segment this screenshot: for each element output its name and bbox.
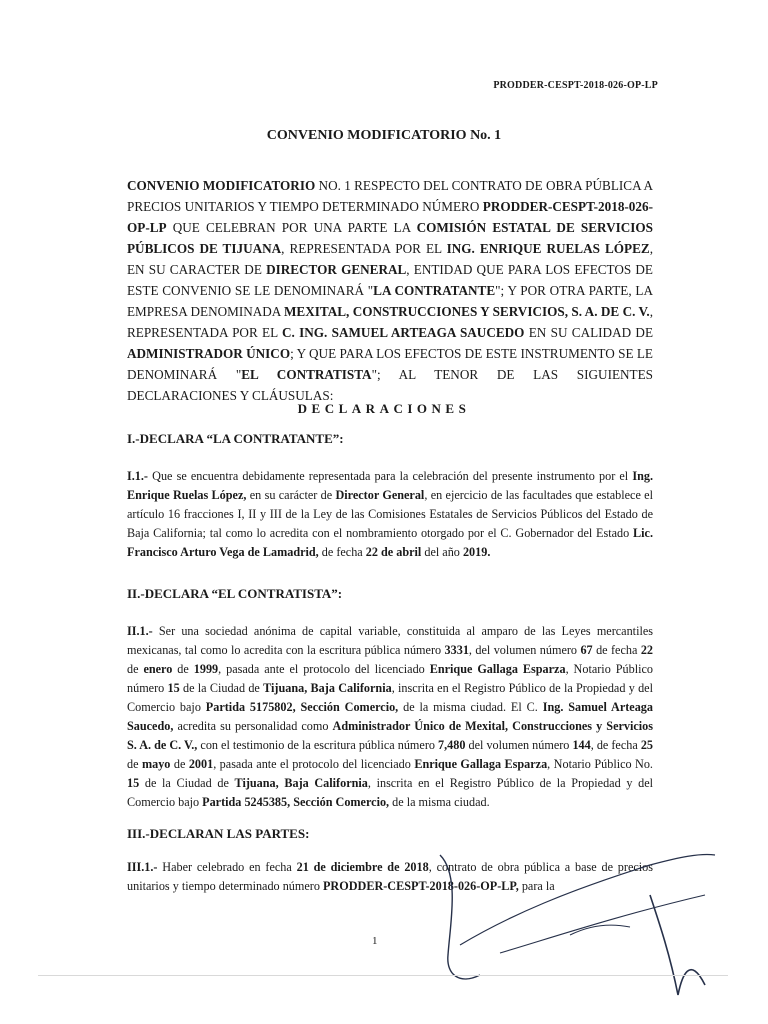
clause-bold: Enrique Gallaga Esparza [429, 662, 566, 676]
preamble-text: ; Y QUE PARA LOS EFECTOS DE ESTE INSTRUMENTO SE LE DENOMINARÁ " [127, 346, 653, 382]
clause-text: de [170, 757, 189, 771]
clause-text: de [127, 757, 142, 771]
handwritten-signature [420, 835, 720, 1005]
clause-text: con el testimonio de la escritura pública número [197, 738, 439, 752]
preamble-paragraph [127, 175, 653, 406]
signature-stroke [650, 895, 705, 995]
clause-text: , en ejercicio de las facultades que establece el artículo 16 fracciones I, II y III de la Ley de las Comisiones Estatales de Servicios Públicos del Estado de Baja California; tal como lo acredita con el nombramiento otorgado por el C. Gobernador del Estado [127, 488, 653, 540]
signature-stroke [460, 854, 715, 945]
clause-bold: 2001 [188, 757, 214, 771]
clause-text: de la Ciudad de [139, 776, 235, 790]
clause-text: , pasada ante el protocolo del licenciado [218, 662, 430, 676]
clause-bold: 22 de abril [365, 545, 422, 559]
preamble-text: "; Y POR OTRA PARTE, LA EMPRESA DENOMINADA [127, 283, 653, 319]
reference-code: PRODDER-CESPT-2018-026-OP-LP [493, 80, 658, 91]
clause-text: , contrato de obra pública a base de precios unitarios y tiempo determinado número [127, 860, 653, 893]
clause-text: en su carácter de [246, 488, 336, 502]
clause-bold: 21 de diciembre de 2018 [296, 860, 429, 874]
clause-text: de la Ciudad de [179, 681, 264, 695]
clause-bold: Tijuana, Baja California [234, 776, 368, 790]
clause-text: del volumen número [465, 738, 573, 752]
preamble-bold: LA CONTRATANTE [373, 283, 496, 298]
clause-text: de la misma ciudad. El C. [398, 700, 543, 714]
clause-text: , inscrita en el Registro Público de la Propiedad y del Comercio bajo [127, 681, 653, 714]
page-number: 1 [372, 935, 378, 947]
clause-text: Haber celebrado en fecha [157, 860, 297, 874]
preamble-text: , REPRESENTADA POR EL [127, 304, 653, 340]
declarations-heading: DECLARACIONES [297, 401, 471, 416]
clause-bold: Administrador Único de Mexital, Construcciones y Servicios S. A. de C. V., [127, 719, 653, 752]
clause-text: del año [421, 545, 463, 559]
preamble-bold: DIRECTOR GENERAL [266, 262, 407, 277]
clause-bold: mayo [141, 757, 171, 771]
clause-bold: 144 [572, 738, 591, 752]
clause-text: Ser una sociedad anónima de capital variable, constituida al amparo de las Leyes mercantiles mexicanas, tal como lo acredita con la escritura pública número [127, 624, 653, 657]
clause-text: de fecha [318, 545, 366, 559]
preamble-text: , ENTIDAD QUE PARA LOS EFECTOS DE ESTE CONVENIO SE LE DENOMINARÁ " [127, 262, 653, 298]
clause-bold: 25 [640, 738, 653, 752]
clause-ii1 [127, 622, 653, 812]
clause-bold: Enrique Gallaga Esparza [414, 757, 548, 771]
preamble-text: , REPRESENTADA POR EL [281, 241, 447, 256]
preamble-bold: ING. ENRIQUE RUELAS LÓPEZ [446, 241, 650, 256]
clause-text: , inscrita en el Registro Público de la Propiedad y del Comercio bajo [127, 776, 653, 809]
clause-bold: 15 [127, 776, 140, 790]
preamble-text: , EN SU CARACTER DE [127, 241, 653, 277]
clause-bold: 3331 [444, 643, 469, 657]
clause-text: de la misma ciudad. [389, 795, 490, 809]
preamble-bold: ADMINISTRADOR ÚNICO [127, 346, 291, 361]
clause-bold: enero [143, 662, 173, 676]
clause-bold: 15 [167, 681, 180, 695]
clause-text: para la [518, 879, 555, 893]
clause-bold: 1999 [193, 662, 219, 676]
clause-bold: Ing. Samuel Arteaga Saucedo, [127, 700, 653, 733]
preamble-bold: EL CONTRATISTA [241, 367, 372, 382]
preamble-text: EN SU CALIDAD DE [524, 325, 654, 340]
clause-text: acredita su personalidad como [173, 719, 333, 733]
clause-i1 [127, 467, 653, 562]
preamble-bold: MEXITAL, CONSTRUCCIONES Y SERVICIOS, S. A. DE C. V. [283, 304, 650, 319]
clause-bold: Lic. Francisco Arturo Vega de Lamadrid, [127, 526, 653, 559]
clause-bold: 7,480 [438, 738, 466, 752]
clause-label: I.1.- [127, 469, 148, 483]
clause-bold: Ing. Enrique Ruelas López, [127, 469, 653, 502]
clause-label: III.1.- [127, 860, 158, 874]
preamble-bold: COMISIÓN ESTATAL DE SERVICIOS PÚBLICOS DE TIJUANA [127, 220, 654, 256]
clause-bold: 2019. [462, 545, 491, 559]
clause-text: , del volumen número [468, 643, 581, 657]
clause-bold: 22 [640, 643, 653, 657]
section-heading-contratante: I.-DECLARA “LA CONTRATANTE”: [127, 431, 344, 446]
clause-label: II.1.- [127, 624, 153, 638]
clause-text: , de fecha [590, 738, 641, 752]
preamble-text: "; AL TENOR DE LAS SIGUIENTES DECLARACIONES Y CLÁUSULAS: [127, 367, 653, 403]
clause-text: , Notario Público No. [547, 757, 653, 771]
preamble-text: NO. 1 RESPECTO DEL CONTRATO DE OBRA PÚBLICA A PRECIOS UNITARIOS Y TIEMPO DETERMINADO NÚMERO [127, 178, 653, 214]
clause-bold: 67 [580, 643, 593, 657]
preamble-bold: CONVENIO MODIFICATORIO [127, 178, 316, 193]
footer-divider [38, 975, 728, 976]
signature-stroke [440, 855, 480, 979]
clause-bold: Partida 5245385, Sección Comercio, [202, 795, 390, 809]
section-heading-contratista: II.-DECLARA “EL CONTRATISTA”: [127, 586, 343, 601]
clause-text: Que se encuentra debidamente representada para la celebración del presente instrumento por el [148, 469, 633, 483]
preamble-text: QUE CELEBRAN POR UNA PARTE LA [166, 220, 417, 235]
preamble-bold: PRODDER-CESPT-2018-026-OP-LP [127, 199, 653, 235]
clause-text: de [172, 662, 194, 676]
clause-text: , Notario Público número [127, 662, 653, 695]
clause-text: , pasada ante el protocolo del licenciado [213, 757, 415, 771]
clause-text: de fecha [592, 643, 641, 657]
document-title: CONVENIO MODIFICATORIO No. 1 [266, 128, 502, 143]
section-heading-partes: III.-DECLARAN LAS PARTES: [127, 826, 310, 841]
clause-bold: Partida 5175802, Sección Comercio, [205, 700, 399, 714]
preamble-bold: C. ING. SAMUEL ARTEAGA SAUCEDO [281, 325, 525, 340]
clause-bold: Director General [335, 488, 425, 502]
clause-bold: Tijuana, Baja California [263, 681, 392, 695]
clause-text: de [127, 662, 144, 676]
clause-bold: PRODDER-CESPT-2018-026-OP-LP, [322, 879, 519, 893]
signature-stroke [570, 925, 630, 935]
signature-stroke [500, 895, 705, 953]
